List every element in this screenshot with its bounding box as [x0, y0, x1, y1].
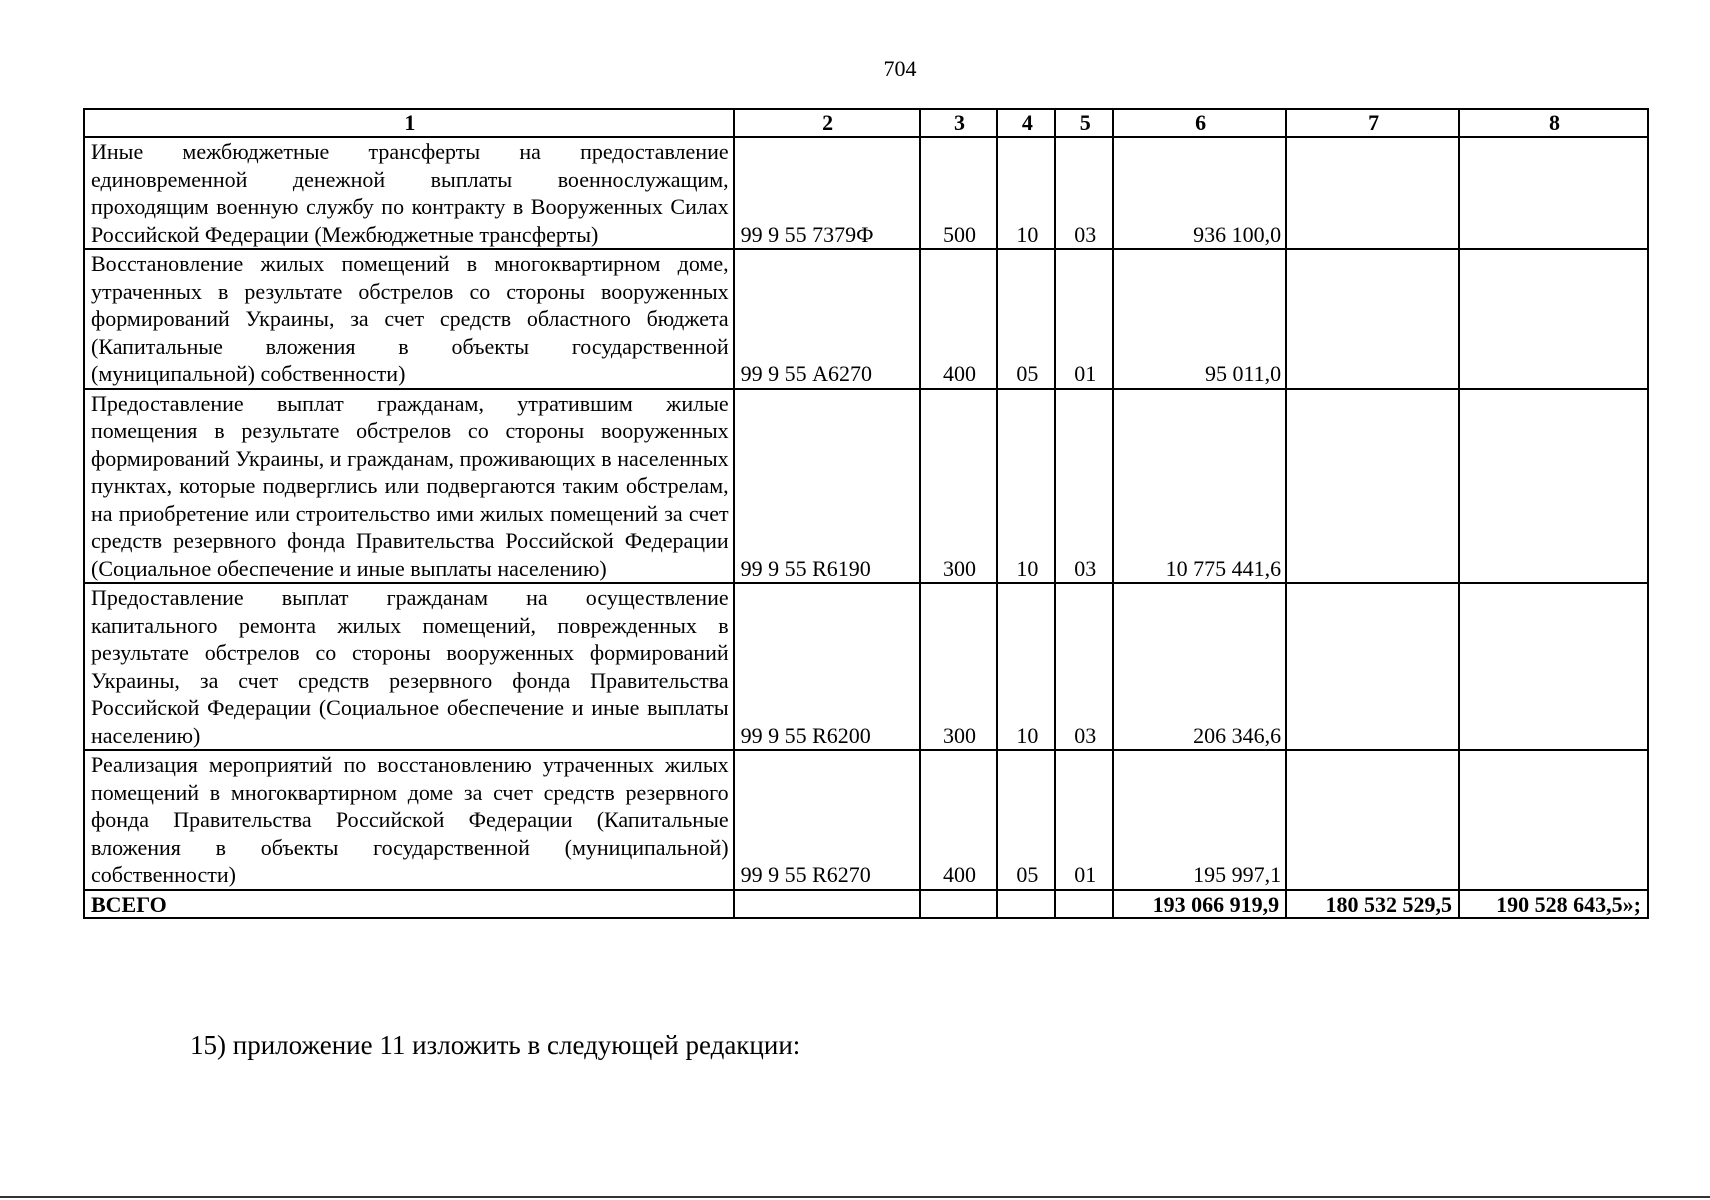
row-description: Реализация мероприятий по восстановлению утраченных жилых помещений в многоквартирном доме за счет средств резервного фонда Правительства Российской Федерации (Капитальные вложения в объекты государственной (муниципальной) собственности) — [84, 750, 734, 890]
header-cell-4: 4 — [997, 109, 1055, 137]
row-code: 99 9 55 7379Ф — [734, 137, 920, 249]
total-empty-cell — [1055, 890, 1113, 918]
row-description: Иные межбюджетные трансферты на предоставление единовременной денежной выплаты военнослужащим, проходящим военную службу по контракту в Вооруженных Силах Российской Федерации (Межбюджетные трансферты) — [84, 137, 734, 249]
row-col4: 10 — [997, 137, 1055, 249]
row-col3: 300 — [920, 583, 998, 750]
total-label: ВСЕГО — [84, 890, 734, 918]
table-row — [84, 583, 1648, 750]
row-col5: 01 — [1055, 249, 1113, 389]
page-number: 704 — [883, 56, 917, 81]
row-col4: 05 — [997, 750, 1055, 890]
row-col8 — [1459, 137, 1648, 249]
row-col6: 10 775 441,6 — [1113, 389, 1286, 584]
row-col3: 500 — [920, 137, 998, 249]
row-description: Предоставление выплат гражданам, утратившим жилые помещения в результате обстрелов со стороны вооруженных формирований Украины, и гражданам, проживающих в населенных пунктах, которые подверглись или подвергаются таким обстрелам, на приобретение или строительство ими жилых помещений за счет средств резервного фонда Правительства Российской Федерации (Социальное обеспечение и иные выплаты населению) — [84, 389, 734, 584]
row-col8 — [1459, 750, 1648, 890]
row-code: 99 9 55 R6270 — [734, 750, 920, 890]
row-col3: 400 — [920, 750, 998, 890]
table-row — [84, 249, 1648, 389]
row-col6: 195 997,1 — [1113, 750, 1286, 890]
table-row — [84, 137, 1648, 249]
row-col6: 936 100,0 — [1113, 137, 1286, 249]
row-col7 — [1286, 389, 1459, 584]
row-code: 99 9 55 R6190 — [734, 389, 920, 584]
total-col6: 193 066 919,9 — [1113, 890, 1286, 918]
scan-edge-line — [0, 1196, 1710, 1198]
header-cell-5: 5 — [1055, 109, 1113, 137]
header-cell-6: 6 — [1113, 109, 1286, 137]
row-col5: 01 — [1055, 750, 1113, 890]
row-col7 — [1286, 750, 1459, 890]
total-empty-cell — [734, 890, 920, 918]
table-row — [84, 389, 1648, 584]
row-col5: 03 — [1055, 583, 1113, 750]
row-code: 99 9 55 А6270 — [734, 249, 920, 389]
row-col5: 03 — [1055, 137, 1113, 249]
total-row — [84, 890, 1648, 918]
row-col7 — [1286, 249, 1459, 389]
header-row — [84, 109, 1648, 137]
header-cell-2: 2 — [734, 109, 920, 137]
total-col8: 190 528 643,5»; — [1459, 890, 1648, 918]
row-col6: 206 346,6 — [1113, 583, 1286, 750]
row-col5: 03 — [1055, 389, 1113, 584]
row-col4: 05 — [997, 249, 1055, 389]
header-cell-3: 3 — [920, 109, 998, 137]
row-col7 — [1286, 583, 1459, 750]
row-description: Предоставление выплат гражданам на осуществление капитального ремонта жилых помещений, поврежденных в результате обстрелов со стороны вооруженных формирований Украины, за счет средств резервного фонда Правительства Российской Федерации (Социальное обеспечение и иные выплаты населению) — [84, 583, 734, 750]
budget-table — [83, 108, 1649, 919]
row-code: 99 9 55 R6200 — [734, 583, 920, 750]
header-cell-8: 8 — [1459, 109, 1648, 137]
total-col7: 180 532 529,5 — [1286, 890, 1459, 918]
row-description: Восстановление жилых помещений в многоквартирном доме, утраченных в результате обстрелов со стороны вооруженных формирований Украины, за счет средств областного бюджета (Капитальные вложения в объекты государственной (муниципальной) собственности) — [84, 249, 734, 389]
total-empty-cell — [920, 890, 998, 918]
table-row — [84, 750, 1648, 890]
row-col8 — [1459, 583, 1648, 750]
row-col4: 10 — [997, 583, 1055, 750]
row-col8 — [1459, 249, 1648, 389]
row-col6: 95 011,0 — [1113, 249, 1286, 389]
row-col4: 10 — [997, 389, 1055, 584]
row-col7 — [1286, 137, 1459, 249]
amendment-note: 15) приложение 11 изложить в следующей редакции: — [190, 1030, 801, 1060]
row-col3: 400 — [920, 249, 998, 389]
header-cell-1: 1 — [84, 109, 734, 137]
total-empty-cell — [997, 890, 1055, 918]
row-col3: 300 — [920, 389, 998, 584]
row-col8 — [1459, 389, 1648, 584]
header-cell-7: 7 — [1286, 109, 1459, 137]
